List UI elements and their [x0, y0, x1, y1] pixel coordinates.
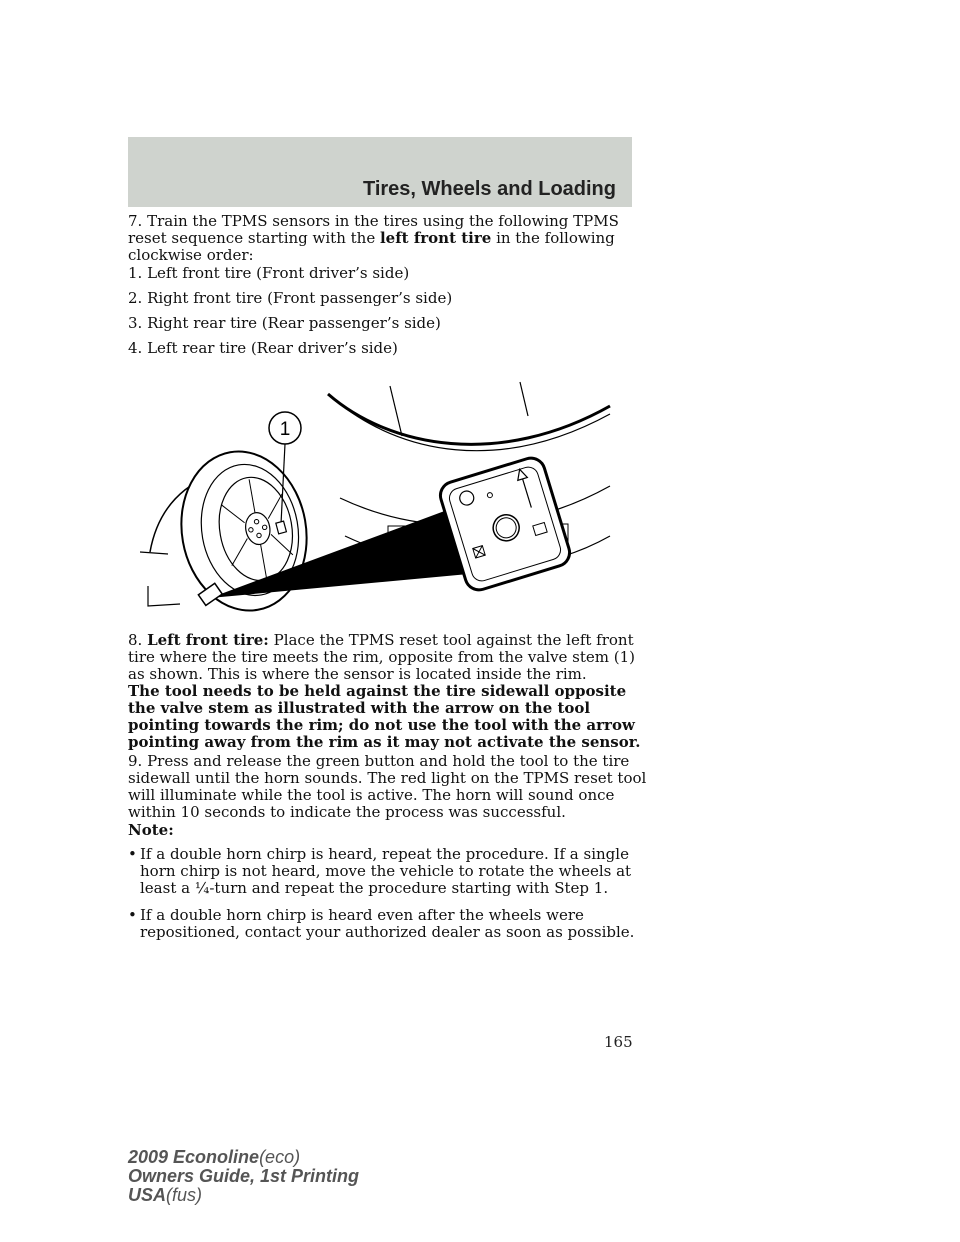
bullet-text-2: If a double horn chirp is heard even after the wheels were repositioned, contact your authorized dealer as soon as possible. [140, 906, 635, 941]
step-8-lead: Left front tire: [147, 631, 269, 649]
step-7-paragraph [128, 213, 648, 264]
bullet-text-1: If a double horn chirp is heard, repeat the procedure. If a single horn chirp is not heard, move the vehicle to rotate the wheels at least a ¼-turn and repeat the procedure starting with Step 1. [140, 845, 632, 897]
footer-imprint: 2009 Econoline(eco) Owners Guide, 1st Printing USA(fus) [128, 1147, 360, 1205]
section-title: Tires, Wheels and Loading [362, 178, 616, 200]
order-item-3: 3. Right rear tire (Rear passenger’s side) [128, 314, 441, 332]
step-8-number: 8. [128, 631, 148, 649]
page-number: 165 [604, 1033, 633, 1051]
step-9-paragraph: 9. Press and release the green button and hold the tool to the tire sidewall until the horn sounds. The red light on the TPMS reset tool will illuminate while the tool is active. The horn will sound once within 10 seconds to indicate the process was successful. [128, 752, 647, 821]
step-7-text-a: 7. Train the TPMS sensors in the tires using the following TPMS reset sequence starting with the [128, 212, 619, 247]
tpms-reset-illustration [140, 376, 620, 612]
bullet-symbol: • [128, 906, 137, 924]
callout-number: 1 [279, 419, 291, 440]
step-7-text-b: in the following clockwise order: [128, 229, 615, 264]
step-8-paragraph [128, 632, 648, 683]
bullet-symbol: • [128, 845, 137, 863]
step-8-warning: The tool needs to be held against the tire sidewall opposite the valve stem as illustrated with the arrow on the tool pointing towards the rim; do not use the tool with the arrow pointing away from the rim as it may not activate the sensor. [128, 682, 641, 751]
note-label: Note: [128, 821, 174, 839]
order-item-1: 1. Left front tire (Front driver’s side) [128, 264, 410, 282]
order-item-4: 4. Left rear tire (Rear driver’s side) [128, 339, 398, 357]
order-item-2: 2. Right front tire (Front passenger’s side) [128, 289, 453, 307]
section-header-band [128, 137, 632, 207]
step-7-bold: left front tire [379, 229, 492, 247]
step-8-text: Place the TPMS reset tool against the left front tire where the tire meets the rim, opposite from the valve stem (1) as shown. This is where the sensor is located inside the rim. [128, 631, 636, 683]
